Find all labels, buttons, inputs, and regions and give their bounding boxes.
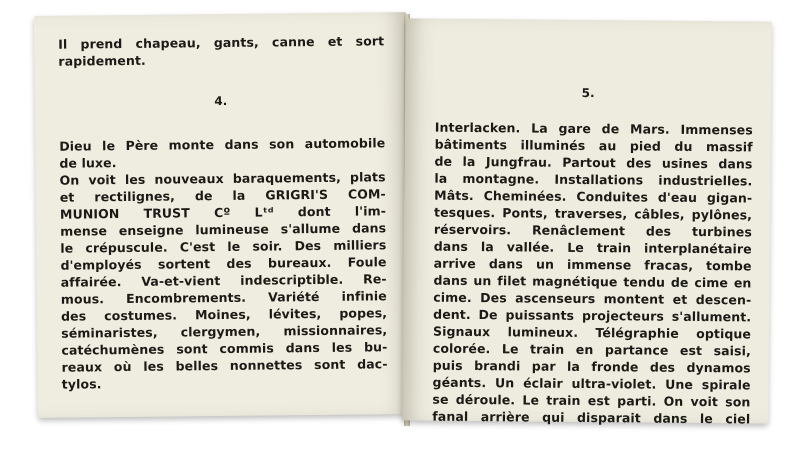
text-line: rapidement. — [58, 52, 146, 69]
text-line: le crépuscule. C'est le soir. Des milliers — [60, 237, 387, 256]
text-line: puis brandi par la fronde des dynamos — [432, 357, 751, 376]
text-line: Dieu le Père monte dans son automobile — [59, 135, 386, 154]
text-line: mense enseigne lumineuse s'allume dans — [60, 220, 387, 239]
text-line: MUNION TRUST Cº Lᵗᵈ dont l'im- — [59, 203, 387, 222]
text-line: dans un filet magnétique tendu de cime en — [433, 272, 752, 291]
text-line: dent. De puissants projecteurs s'allument. — [433, 306, 752, 325]
right-page-body — [432, 119, 753, 428]
text-line: géants. Un éclair ultra-violet. Une spirale — [432, 374, 751, 393]
right-page-number: 5. — [581, 85, 595, 101]
text-line: et rectilignes, de la GRIGRI'S COM- — [59, 186, 386, 205]
text-line: Signaux lumineux. Télégraphie optique — [432, 323, 752, 342]
text-line: séminaristes, clergymen, missionnaires, — [61, 322, 388, 341]
text-line: affairée. Va-et-vient indescriptible. Re- — [60, 271, 387, 290]
text-line: reaux où les belles nonnettes sont dac- — [61, 356, 388, 375]
text-line: Il prend chapeau, gants, canne et sort — [58, 33, 385, 52]
left-page — [34, 12, 410, 418]
text-line: tylos. — [61, 376, 102, 392]
text-line: des costumes. Moines, lévites, popes, — [60, 305, 388, 324]
left-page-number: 4. — [214, 93, 228, 109]
text-line: fanal arrière qui disparait dans le ciel — [432, 408, 751, 427]
text-line: Interlacken. La gare de Mars. Immenses — [434, 119, 753, 138]
text-line: bâtiments illuminés au pied du massif — [434, 136, 753, 155]
text-line: de la Jungfrau. Partout des usines dans — [434, 153, 753, 172]
text-line: d'employés sortent des bureaux. Foule — [60, 254, 387, 273]
text-line: dans la vallée. Le train interplanétaire — [433, 238, 752, 257]
text-line: On voit les nouveaux baraquements, plats — [59, 169, 386, 188]
text-line: se déroule. Le train est parti. On voit son — [432, 391, 751, 410]
text-line: colorée. Le train en partance est saisi, — [432, 340, 751, 359]
left-page-top-text — [58, 32, 384, 69]
text-line: arrive dans un immense fracas, tombe — [433, 255, 752, 274]
text-line: de luxe. — [59, 155, 117, 171]
text-line: cime. Des ascenseurs montent et descen- — [433, 289, 752, 308]
text-line: tesques. Ponts, traverses, câbles, pylônes, — [434, 204, 753, 223]
text-line: la montagne. Installations industrielles. — [434, 170, 753, 189]
text-line: réservoirs. Renâclement des turbines — [433, 221, 752, 240]
text-line: Mâts. Cheminées. Conduites d'eau gigan- — [434, 187, 753, 206]
left-page-body — [59, 134, 388, 392]
text-line: mous. Encombrements. Variété infinie — [60, 288, 387, 307]
right-page — [402, 18, 771, 427]
text-line: catéchumènes sont commis dans les bu- — [61, 339, 388, 358]
